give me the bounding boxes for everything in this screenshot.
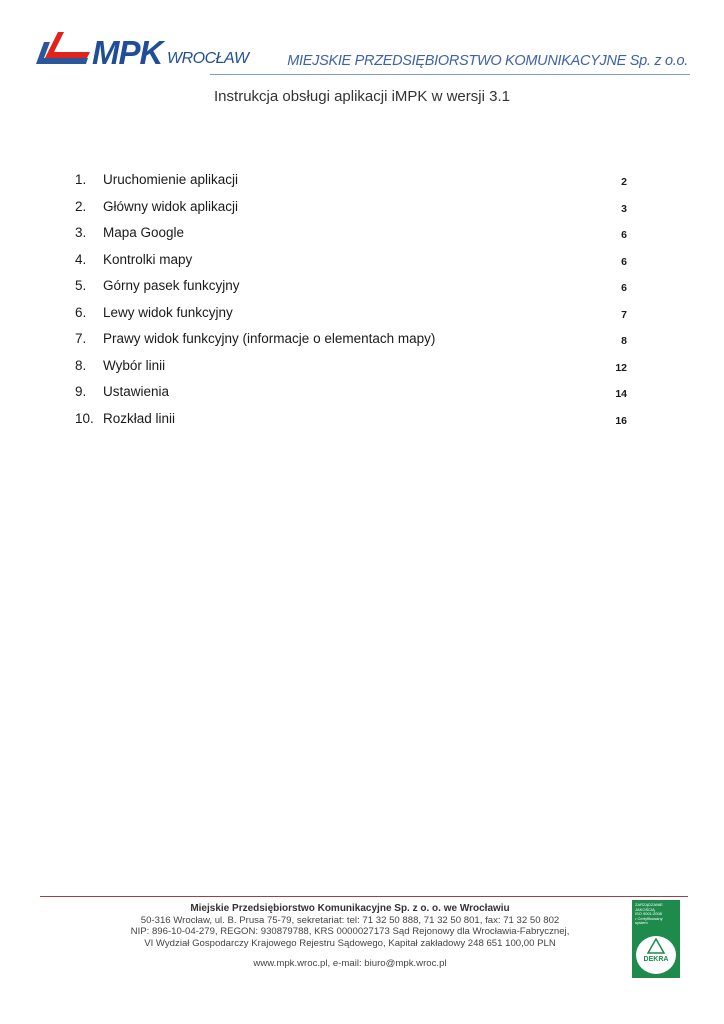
footer-address: 50-316 Wrocław, ul. B. Prusa 75-79, sekretariat: tel: 71 32 50 888, 71 32 50 801, fax: 71 32 50 802 — [140, 914, 560, 926]
toc-item[interactable] — [75, 223, 635, 250]
toc-item[interactable] — [75, 303, 635, 330]
toc-item-number: 4. — [75, 251, 87, 267]
logo-mpk-text: MPK — [92, 34, 163, 71]
toc-item-label: Główny widok aplikacji — [103, 198, 239, 214]
dekra-seal-icon — [636, 936, 676, 974]
toc-item[interactable] — [75, 170, 635, 197]
toc-item-page: 6 — [621, 229, 627, 241]
table-of-contents — [75, 170, 635, 435]
footer-court: VI Wydział Gospodarczy Krajowego Rejestru Sądowego, Kapitał zakładowy 248 651 100,00 PLN — [144, 937, 556, 949]
toc-item-label: Prawy widok funkcyjny (informacje o elementach mapy) — [103, 331, 436, 346]
toc-item-number: 2. — [75, 198, 87, 214]
mpk-logo-icon — [34, 30, 94, 72]
toc-item-page: 3 — [621, 202, 627, 215]
toc-item-number: 9. — [75, 384, 87, 399]
certificate-text: ZARZĄDZANIE JAKOŚCIĄ ISO 9001:2008 • Certyfikowany system — [635, 902, 663, 926]
toc-item-page: 7 — [621, 308, 627, 321]
toc-item-label: Kontrolki mapy — [103, 251, 193, 267]
company-title: MIEJSKIE PRZEDSIĘBIORSTWO KOMUNIKACYJNE Sp. z o.o. — [287, 53, 688, 69]
page-header — [0, 0, 724, 80]
toc-item-label: Lewy widok funkcyjny — [103, 304, 233, 320]
header-divider — [210, 74, 690, 75]
footer-registry: NIP: 896-10-04-279, REGON: 930879788, KRS 0000027173 Sąd Rejonowy dla Wrocławia-Fabrycznej, — [130, 926, 570, 937]
toc-item-label: Wybór linii — [103, 357, 166, 373]
toc-item-label: Uruchomienie aplikacji — [103, 172, 239, 187]
toc-item-page: 6 — [621, 255, 627, 268]
toc-item-label: Mapa Google — [103, 225, 185, 240]
toc-item-number: 8. — [75, 357, 87, 373]
toc-item-number: 5. — [75, 278, 87, 293]
toc-item-number: 7. — [75, 331, 87, 346]
toc-item-page: 8 — [621, 335, 627, 347]
toc-item[interactable] — [75, 409, 635, 436]
logo-city-text: WROCŁAW — [167, 50, 249, 67]
footer-divider — [40, 896, 688, 897]
footer-contact-link[interactable]: www.mpk.wroc.pl, e-mail: biuro@mpk.wroc.pl — [253, 958, 447, 969]
dekra-brand-text: DEKRA — [643, 956, 669, 963]
toc-item-number: 3. — [75, 225, 87, 240]
toc-item-page: 6 — [621, 282, 627, 294]
dekra-certificate-badge — [632, 900, 680, 978]
footer-company: Miejskie Przedsiębiorstwo Komunikacyjne Sp. z o. o. we Wrocławiu — [190, 903, 510, 914]
toc-item-page: 12 — [615, 361, 627, 374]
toc-item-number: 10. — [75, 410, 94, 426]
toc-item-number: 6. — [75, 304, 87, 320]
document-title: Instrukcja obsługi aplikacji iMPK w wersji 3.1 — [214, 88, 510, 105]
toc-item-page: 16 — [615, 414, 627, 427]
toc-item-label: Ustawienia — [103, 384, 170, 399]
toc-item-number: 1. — [75, 172, 87, 187]
toc-item[interactable] — [75, 250, 635, 277]
toc-item-page: 2 — [621, 176, 627, 188]
toc-item[interactable] — [75, 382, 635, 409]
toc-item-label: Rozkład linii — [103, 410, 176, 426]
mpk-logo — [34, 30, 249, 72]
toc-item-label: Górny pasek funkcyjny — [103, 278, 240, 293]
toc-item[interactable] — [75, 276, 635, 303]
toc-item[interactable] — [75, 329, 635, 356]
dekra-triangle-icon — [636, 936, 676, 956]
toc-item[interactable] — [75, 197, 635, 224]
toc-item[interactable] — [75, 356, 635, 383]
page-footer — [130, 903, 570, 970]
toc-item-page: 14 — [615, 388, 627, 400]
